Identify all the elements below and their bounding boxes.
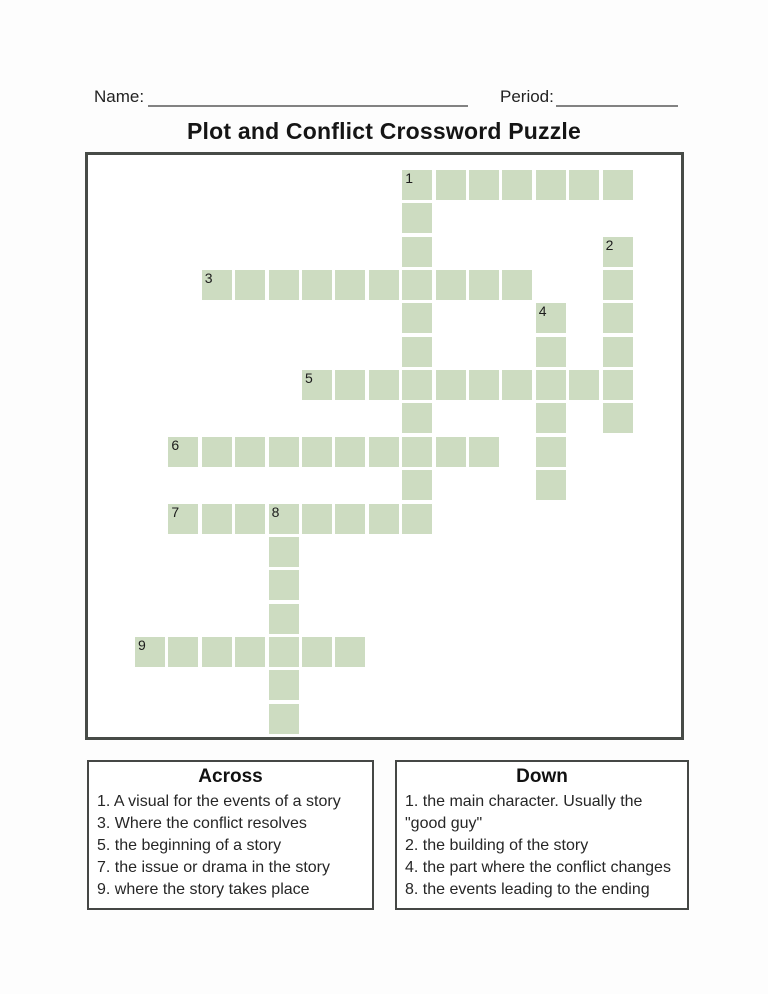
crossword-cell[interactable] [369, 437, 399, 467]
crossword-cell[interactable] [536, 303, 566, 333]
period-label: Period: [500, 87, 554, 106]
page-title: Plot and Conflict Crossword Puzzle [187, 118, 581, 144]
crossword-cell[interactable] [402, 237, 432, 267]
crossword-cell[interactable] [302, 437, 332, 467]
cell-number: 2 [605, 236, 614, 253]
crossword-cell[interactable] [302, 270, 332, 300]
name-blank-line[interactable] [148, 86, 468, 107]
clue-item: 9. where the story takes place [97, 881, 310, 898]
cell-number: 9 [138, 636, 146, 653]
crossword-cell[interactable] [235, 504, 265, 534]
crossword-cell[interactable] [402, 437, 432, 467]
crossword-cell[interactable] [536, 403, 566, 433]
crossword-cell[interactable] [469, 437, 499, 467]
crossword-cell[interactable] [402, 504, 432, 534]
crossword-cell[interactable] [369, 370, 399, 400]
across-title: Across [198, 766, 263, 787]
cell-number: 7 [171, 503, 180, 520]
crossword-cell[interactable] [235, 437, 265, 467]
crossword-cell[interactable] [335, 504, 365, 534]
across-clue-box [87, 760, 374, 910]
crossword-cell[interactable] [469, 270, 499, 300]
crossword-cell[interactable] [469, 370, 499, 400]
crossword-cell[interactable] [502, 270, 532, 300]
cell-number: 1 [405, 170, 413, 186]
crossword-cell[interactable] [202, 437, 232, 467]
crossword-cell[interactable] [603, 170, 633, 200]
clue-item: 5. the beginning of a story [97, 837, 282, 854]
crossword-cell[interactable] [536, 337, 566, 367]
crossword-cell[interactable] [269, 604, 299, 634]
crossword-cell[interactable] [603, 303, 633, 333]
crossword-cell[interactable] [135, 637, 165, 667]
clue-item: 3. Where the conflict resolves [97, 815, 307, 832]
crossword-cell[interactable] [402, 270, 432, 300]
crossword-cell[interactable] [603, 370, 633, 400]
crossword-cell[interactable] [603, 337, 633, 367]
crossword-cell[interactable] [402, 403, 432, 433]
clue-item: 8. the events leading to the ending [405, 881, 650, 898]
crossword-cell[interactable] [436, 170, 466, 200]
crossword-cell[interactable] [168, 504, 198, 534]
crossword-cell[interactable] [402, 170, 432, 200]
crossword-cell[interactable] [536, 470, 566, 500]
crossword-cell[interactable] [202, 637, 232, 667]
crossword-cell[interactable] [269, 704, 299, 734]
crossword-cell[interactable] [202, 504, 232, 534]
clue-item: 4. the part where the conflict changes [405, 859, 671, 876]
cell-number: 3 [204, 270, 213, 287]
crossword-cell[interactable] [235, 637, 265, 667]
cell-number: 4 [538, 303, 547, 320]
crossword-cell[interactable] [569, 170, 599, 200]
clue-item: 1. A visual for the events of a story [97, 793, 341, 810]
crossword-cell[interactable] [335, 637, 365, 667]
clue-list-across [89, 789, 372, 901]
crossword-cell[interactable] [436, 370, 466, 400]
clue-item: 7. the issue or drama in the story [97, 859, 330, 876]
cell-number: 6 [171, 436, 180, 453]
crossword-cell[interactable] [168, 637, 198, 667]
clue-item: 1. the main character. Usually the "good guy" [405, 793, 643, 832]
crossword-cell[interactable] [269, 570, 299, 600]
clue-list-down [397, 789, 687, 901]
crossword-cell[interactable] [569, 370, 599, 400]
crossword-cell[interactable] [202, 270, 232, 300]
crossword-cell[interactable] [269, 437, 299, 467]
period-blank-line[interactable] [556, 86, 678, 107]
crossword-cell[interactable] [502, 170, 532, 200]
crossword-cell[interactable] [536, 170, 566, 200]
down-title: Down [516, 766, 568, 787]
name-label: Name: [94, 87, 145, 106]
crossword-cell[interactable] [269, 270, 299, 300]
crossword-cell[interactable] [369, 504, 399, 534]
crossword-cell[interactable] [168, 437, 198, 467]
crossword-cell[interactable] [269, 537, 299, 567]
crossword-cell[interactable] [302, 370, 332, 400]
crossword-cell[interactable] [603, 403, 633, 433]
cell-number: 5 [305, 370, 313, 387]
crossword-cell[interactable] [436, 270, 466, 300]
crossword-cell[interactable] [302, 504, 332, 534]
crossword-cell[interactable] [269, 504, 299, 534]
crossword-cell[interactable] [269, 637, 299, 667]
crossword-cell[interactable] [269, 670, 299, 700]
crossword-cell[interactable] [469, 170, 499, 200]
crossword-cell[interactable] [235, 270, 265, 300]
crossword-cell[interactable] [335, 270, 365, 300]
down-clue-box [395, 760, 689, 910]
crossword-cell[interactable] [436, 437, 466, 467]
crossword-cell[interactable] [502, 370, 532, 400]
cell-number: 8 [271, 503, 280, 520]
crossword-cell[interactable] [402, 370, 432, 400]
crossword-cell[interactable] [536, 370, 566, 400]
crossword-cell[interactable] [369, 270, 399, 300]
crossword-cell[interactable] [603, 270, 633, 300]
crossword-grid [85, 152, 684, 740]
crossword-cell[interactable] [402, 303, 432, 333]
clue-item: 2. the building of the story [405, 837, 589, 854]
crossword-cell[interactable] [536, 437, 566, 467]
crossword-cell[interactable] [402, 470, 432, 500]
crossword-cell[interactable] [402, 337, 432, 367]
crossword-cell[interactable] [335, 437, 365, 467]
crossword-cell[interactable] [302, 637, 332, 667]
crossword-cell[interactable] [335, 370, 365, 400]
crossword-cell[interactable] [603, 237, 633, 267]
crossword-cell[interactable] [402, 203, 432, 233]
